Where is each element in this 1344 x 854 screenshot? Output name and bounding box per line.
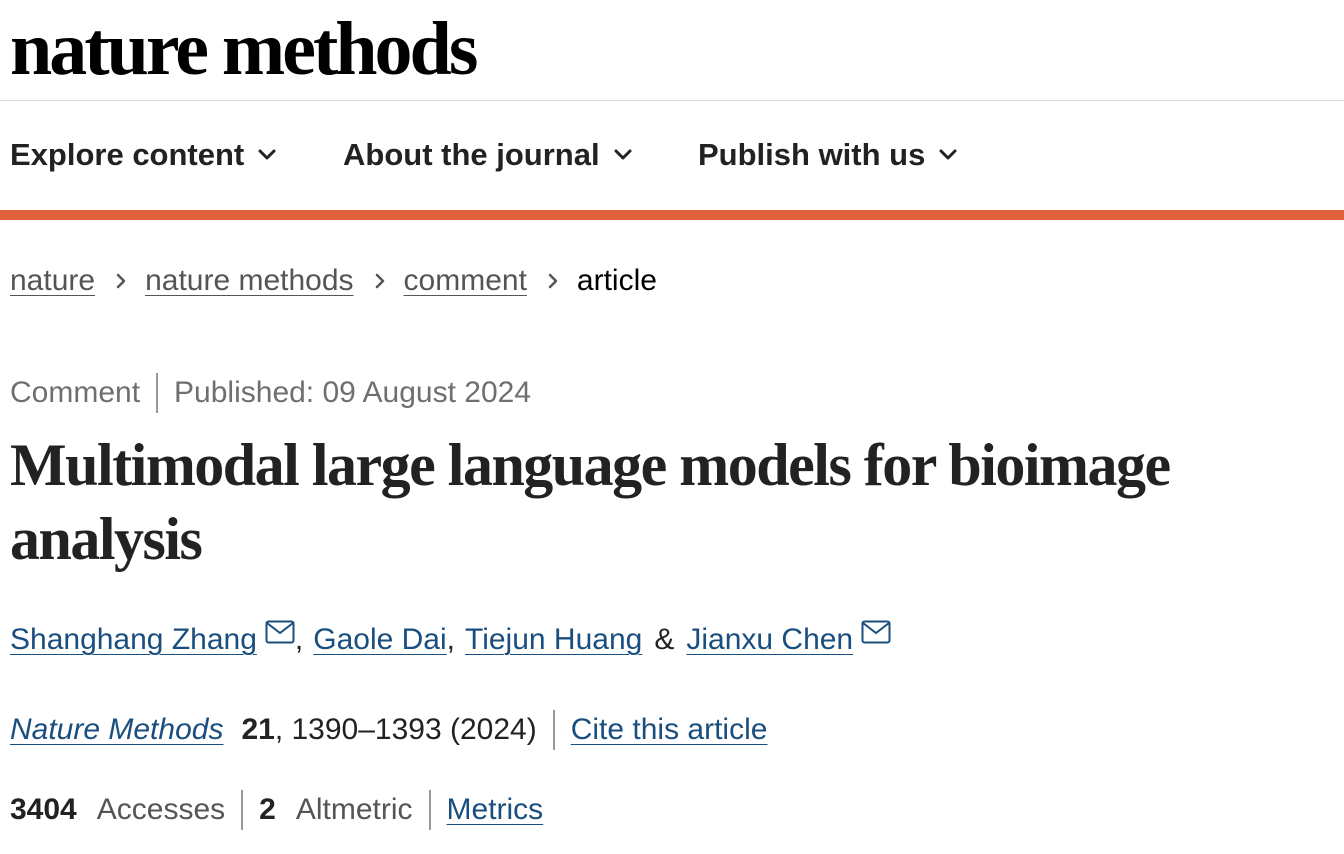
author-separator: , [294, 623, 304, 656]
citation-line [10, 708, 767, 752]
journal-link[interactable]: Nature Methods [10, 713, 224, 746]
accesses-count: 3404 [10, 793, 77, 826]
breadcrumb-current: article [576, 264, 657, 297]
article-title: Multimodal large language models for bioimage analysis [10, 432, 1170, 572]
chevron-down-icon [939, 149, 957, 161]
altmetric-count: 2 [259, 793, 276, 826]
breadcrumb-nature-methods[interactable]: nature methods [145, 264, 354, 297]
volume: 21 [241, 713, 275, 746]
nav-item-label: About the journal [343, 137, 600, 172]
chevron-right-icon [374, 272, 386, 290]
author-separator: , [446, 623, 455, 656]
divider [553, 710, 555, 750]
nav-item-label: Publish with us [698, 137, 926, 172]
pages-year: , 1390–1393 (2024) [274, 713, 537, 746]
divider [156, 373, 158, 413]
breadcrumb-nature[interactable]: nature [10, 264, 96, 297]
author-list [10, 618, 891, 662]
article-type: Comment [10, 376, 141, 409]
altmetric-label: Altmetric [295, 793, 413, 826]
masthead [0, 0, 1344, 101]
mail-icon[interactable] [265, 620, 295, 644]
nav-about-journal[interactable] [343, 135, 632, 175]
author-ampersand: & [654, 623, 675, 656]
author-link[interactable]: Gaole Dai [313, 623, 447, 656]
mail-icon[interactable] [861, 620, 891, 644]
author-link[interactable]: Shanghang Zhang [10, 623, 257, 656]
chevron-right-icon [115, 272, 127, 290]
divider [429, 790, 431, 830]
journal-logo[interactable]: nature methods [10, 7, 476, 91]
cite-this-article-link[interactable]: Cite this article [570, 713, 768, 746]
nav-item-label: Explore content [10, 137, 245, 172]
author-link[interactable]: Jianxu Chen [686, 623, 854, 656]
accesses-label: Accesses [96, 793, 226, 826]
chevron-down-icon [258, 149, 276, 161]
nav-explore-content[interactable] [10, 135, 276, 175]
main-nav [0, 101, 1344, 220]
chevron-right-icon [547, 272, 559, 290]
article-metrics [10, 788, 543, 832]
divider [241, 790, 243, 830]
breadcrumb-comment[interactable]: comment [403, 264, 527, 297]
chevron-down-icon [614, 149, 632, 161]
author-link[interactable]: Tiejun Huang [464, 623, 643, 656]
nav-publish-with-us[interactable] [698, 135, 957, 175]
breadcrumb [10, 261, 657, 301]
article-meta [10, 372, 531, 414]
metrics-link[interactable]: Metrics [446, 793, 544, 826]
published-date: Published: 09 August 2024 [174, 376, 531, 409]
